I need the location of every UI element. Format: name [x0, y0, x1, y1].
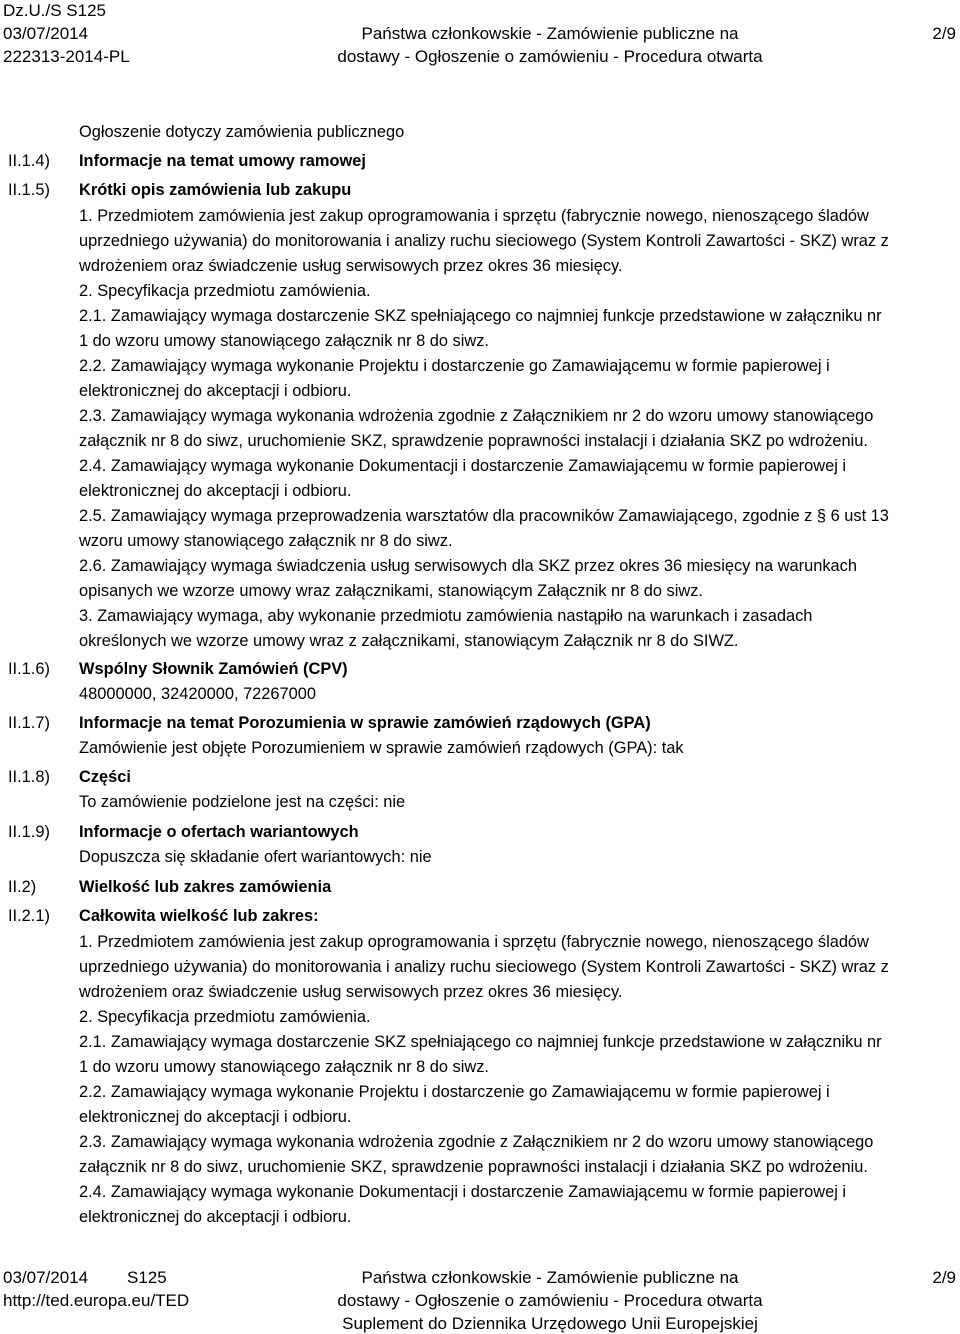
section-heading: Wspólny Słownik Zamówień (CPV): [79, 660, 348, 678]
section-heading: Części: [79, 768, 131, 786]
footer-page-number: 2/9: [932, 1268, 956, 1287]
cpv-codes: 48000000, 32420000, 72267000: [79, 685, 316, 703]
notice-type-text: Ogłoszenie dotyczy zamówienia publicznego: [79, 123, 405, 141]
section-number: II.1.5): [8, 181, 50, 199]
section-number: II.1.6): [8, 660, 50, 678]
body-line: 2.6. Zamawiający wymaga świadczenia usług serwisowych dla SKZ przez okres 36 miesięcy na warunkach: [79, 557, 857, 575]
footer-supplement: Suplement do Dziennika Urzędowego Unii Europejskiej: [342, 1314, 758, 1333]
body-line: 2.1. Zamawiający wymaga dostarczenie SKZ spełniającego co najmniej funkcje przedstawione w załączniku nr: [79, 307, 882, 325]
footer-url[interactable]: http://ted.europa.eu/TED: [3, 1291, 190, 1310]
footer-title-line2: dostawy - Ogłoszenie o zamówieniu - Procedura otwarta: [337, 1291, 763, 1310]
body-line: 1 do wzoru umowy stanowiącego załącznik nr 8 do siwz.: [79, 332, 489, 350]
header-date: 03/07/2014: [3, 24, 89, 43]
body-line: 2.4. Zamawiający wymaga wykonanie Dokumentacji i dostarczenie Zamawiającemu w formie papierowej i: [79, 1183, 847, 1201]
body-line: elektronicznej do akceptacji i odbioru.: [79, 482, 352, 500]
header-page-number: 2/9: [932, 24, 956, 43]
body-line: Zamówienie jest objęte Porozumieniem w sprawie zamówień rządowych (GPA): tak: [79, 739, 684, 757]
body-line: 2.1. Zamawiający wymaga dostarczenie SKZ spełniającego co najmniej funkcje przedstawione w załączniku nr: [79, 1033, 882, 1051]
body-line: 3. Zamawiający wymaga, aby wykonanie przedmiotu zamówienia nastąpiło na warunkach i zasadach: [79, 607, 813, 625]
body-line: elektronicznej do akceptacji i odbioru.: [79, 1208, 352, 1226]
body-line: To zamówienie podzielone jest na części: nie: [79, 793, 406, 811]
body-line: elektronicznej do akceptacji i odbioru.: [79, 1108, 352, 1126]
header-title-line2: dostawy - Ogłoszenie o zamówieniu - Procedura otwarta: [337, 47, 763, 66]
footer-title-line1: Państwa członkowskie - Zamówienie publiczne na: [361, 1268, 739, 1287]
body-line: opisanych we wzorze umowy wraz załącznikami, stanowiącym Załącznik nr 8 do siwz.: [79, 582, 703, 600]
body-line: 1 do wzoru umowy stanowiącego załącznik nr 8 do siwz.: [79, 1058, 489, 1076]
body-line: wdrożeniem oraz świadczenie usług serwisowych przez okres 36 miesięcy.: [79, 257, 623, 275]
section-heading: Informacje na temat umowy ramowej: [79, 152, 366, 170]
body-line: 2.5. Zamawiający wymaga przeprowadzenia warsztatów dla pracowników Zamawiającego, zgodnie z § 6 ust 13: [79, 507, 889, 525]
body-line: 2. Specyfikacja przedmiotu zamówienia.: [79, 282, 371, 300]
footer-series: S125: [127, 1268, 167, 1287]
section-heading: Całkowita wielkość lub zakres:: [79, 907, 319, 925]
body-line: uprzedniego używania) do monitorowania i analizy ruchu sieciowego (System Kontroli Zawartości - SKZ) wraz z: [79, 232, 889, 250]
body-line: określonych we wzorze umowy wraz z załącznikami, stanowiącym Załącznik nr 8 do SIWZ.: [79, 632, 739, 650]
body-line: 1. Przedmiotem zamówienia jest zakup oprogramowania i sprzętu (fabrycznie nowego, nienoszącego śladów: [79, 207, 869, 225]
body-line: 2.2. Zamawiający wymaga wykonanie Projektu i dostarczenie go Zamawiającemu w formie papierowej i: [79, 357, 830, 375]
section-heading: Informacje o ofertach wariantowych: [79, 823, 359, 841]
body-line: 2.4. Zamawiający wymaga wykonanie Dokumentacji i dostarczenie Zamawiającemu w formie papierowej i: [79, 457, 847, 475]
section-number: II.1.4): [8, 152, 50, 170]
footer-date: 03/07/2014: [3, 1268, 89, 1287]
body-line: 2. Specyfikacja przedmiotu zamówienia.: [79, 1008, 371, 1026]
body-line: 1. Przedmiotem zamówienia jest zakup oprogramowania i sprzętu (fabrycznie nowego, nienoszącego śladów: [79, 933, 869, 951]
body-line: Dopuszcza się składanie ofert wariantowych: nie: [79, 848, 432, 866]
section-number: II.1.7): [8, 714, 50, 732]
body-line: wdrożeniem oraz świadczenie usług serwisowych przez okres 36 miesięcy.: [79, 983, 623, 1001]
header-title-line1: Państwa członkowskie - Zamówienie publiczne na: [361, 24, 739, 43]
section-number: II.1.8): [8, 768, 50, 786]
notice-number: 222313-2014-PL: [3, 47, 130, 66]
section-heading: Krótki opis zamówienia lub zakupu: [79, 181, 352, 199]
body-line: uprzedniego używania) do monitorowania i analizy ruchu sieciowego (System Kontroli Zawartości - SKZ) wraz z: [79, 958, 889, 976]
section-heading: Wielkość lub zakres zamówienia: [79, 878, 332, 896]
section-heading: Informacje na temat Porozumienia w sprawie zamówień rządowych (GPA): [79, 714, 651, 732]
section-number: II.2.1): [8, 907, 50, 925]
section-number: II.2): [8, 878, 37, 896]
journal-ref: Dz.U./S S125: [3, 1, 106, 20]
body-line: 2.3. Zamawiający wymaga wykonania wdrożenia zgodnie z Załącznikiem nr 2 do wzoru umowy stanowiącego: [79, 1133, 874, 1151]
body-line: załącznik nr 8 do siwz, uruchomienie SKZ, sprawdzenie poprawności instalacji i działania SKZ po wdrożeniu.: [79, 1158, 868, 1176]
section-number: II.1.9): [8, 823, 50, 841]
body-line: elektronicznej do akceptacji i odbioru.: [79, 382, 352, 400]
body-line: załącznik nr 8 do siwz, uruchomienie SKZ, sprawdzenie poprawności instalacji i działania SKZ po wdrożeniu.: [79, 432, 868, 450]
body-line: wzoru umowy stanowiącego załącznik nr 8 do siwz.: [79, 532, 453, 550]
body-line: 2.3. Zamawiający wymaga wykonania wdrożenia zgodnie z Załącznikiem nr 2 do wzoru umowy stanowiącego: [79, 407, 874, 425]
body-line: 2.2. Zamawiający wymaga wykonanie Projektu i dostarczenie go Zamawiającemu w formie papierowej i: [79, 1083, 830, 1101]
